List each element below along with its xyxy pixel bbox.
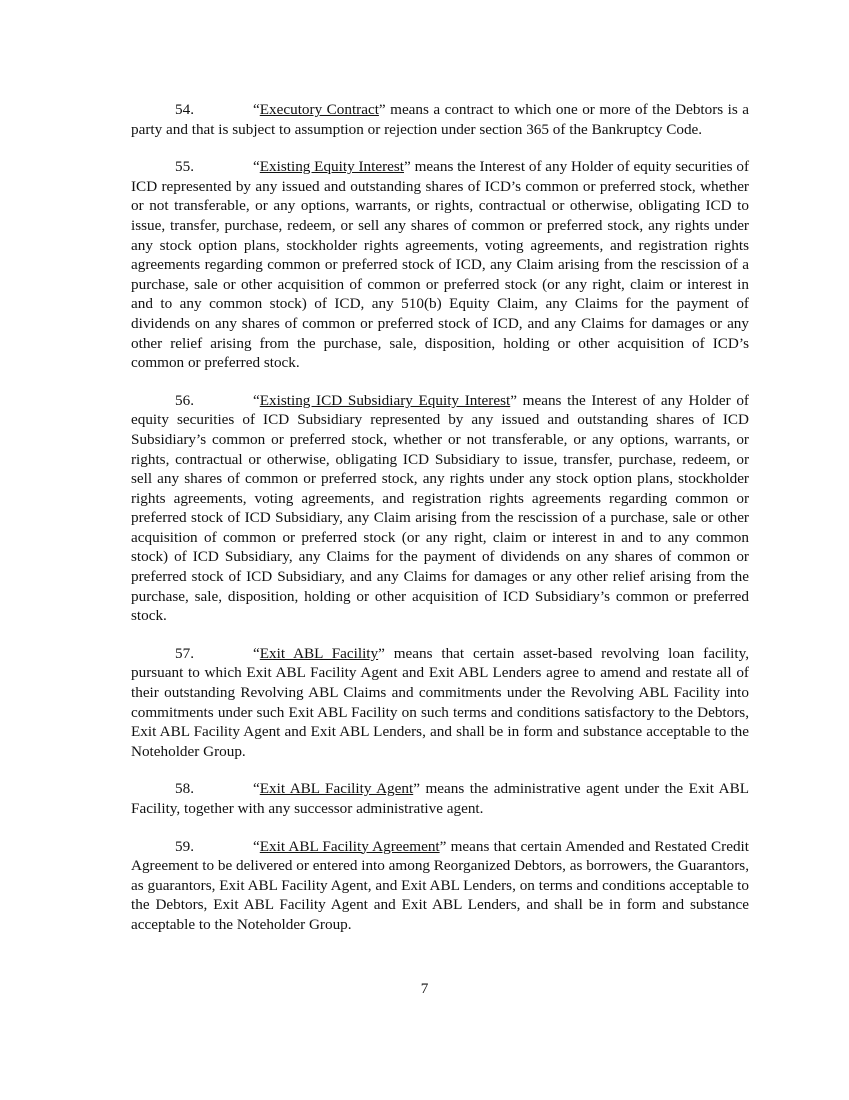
defined-term: Executory Contract (259, 101, 379, 118)
paragraph-number: 55. (175, 158, 194, 176)
definition-text: means the administrative agent under the Exit ABL Facility, together with any successor administrative agent. (131, 780, 750, 817)
defined-term: Exit ABL Facility Agreement (259, 837, 440, 855)
definition-text: means that certain Amended and Restated Credit Agreement to be delivered or entered into among Reorganized Debtors, as borrowers, the Guarantors, as guarantors, Exit ABL Facility Agent, and Exit ABL Lenders, on terms and conditions acceptable to the Debtors, Exit ABL Facility Agent and Exit ABL Lenders, and shall be in form and substance acceptable to the Noteholder Group. (131, 837, 749, 933)
paragraph-number: 56. (175, 391, 194, 409)
definition-54: 54. “Executory Contract” means a contract to which one or more of the Debtors is a party and that is subject to assumption or rejection under section 365 of the Bankruptcy Code. (131, 101, 749, 138)
paragraph-number: 58. (175, 780, 194, 798)
defined-term: Exit ABL Facility (259, 644, 379, 662)
definition-55: 55. “Existing Equity Interest” means the Interest of any Holder of equity securities of ICD represented by any issued and outstanding shares of ICD’s common or preferred stock, whether or not transferable, or any options, warrants, or rights, contractual or otherwise, obligating ICD to issue, transfer, purchase, redeem, or sell any shares of common or preferred stock, any rights under any stock option plans, stockholder rights agreements, voting agreements, and registration rights agreements regarding common or preferred stock of ICD, any Claim arising from the rescission of a purchase, sale or other acquisition of common or preferred stock (or any right, claim or interest in and to any common stock) of ICD, any 510(b) Equity Claim, any Claims for the payment of dividends on any shares of common or preferred stock of ICD, and any Claims for damages or any other relief arising from the purchase, sale, disposition, holding or other acquisition of ICD’s common or preferred stock. (131, 158, 749, 372)
definition-59: 59. “Exit ABL Facility Agreement” means that certain Amended and Restated Credit Agreement to be delivered or entered into among Reorganized Debtors, as borrowers, the Guarantors, as guarantors, Exit ABL Facility Agent, and Exit ABL Lenders, on terms and conditions acceptable to the Debtors, Exit ABL Facility Agent and Exit ABL Lenders, and shall be in form and substance acceptable to the Noteholder Group. (131, 837, 749, 933)
paragraph-number: 54. (175, 101, 194, 118)
definition-text: means a contract to which one or more of the Debtors is a party and that is subject to assumption or rejection under section 365 of the Bankruptcy Code. (131, 101, 749, 138)
document-body (131, 100, 749, 953)
defined-term: Existing Equity Interest (259, 158, 405, 176)
defined-term: Existing ICD Subsidiary Equity Interest (259, 391, 511, 409)
definition-57: 57. “Exit ABL Facility” means that certain asset-based revolving loan facility, pursuant to which Exit ABL Facility Agent and Exit ABL Lenders agree to amend and restate all of their outstanding Revolving ABL Claims and commitments under the Revolving ABL Facility into commitments under such Exit ABL Facility on such terms and conditions satisfactory to the Debtors, Exit ABL Facility Agent and Exit ABL Lenders, and shall be in form and substance acceptable to the Noteholder Group. (131, 644, 749, 760)
definition-text: means the Interest of any Holder of equity securities of ICD Subsidiary represented by any issued and outstanding shares of ICD Subsidiary’s common or preferred stock, whether or not transferable, or any options, warrants, or rights, contractual or otherwise, obligating ICD Subsidiary to issue, transfer, purchase, redeem, or sell any shares of common or preferred stock, any rights under any stock option plans, stockholder rights agreements, voting agreements, and registration rights agreements regarding common or preferred stock of ICD Subsidiary, any Claim arising from the rescission of a purchase, sale or other acquisition of common or preferred stock (or any right, claim or interest in and to any common stock) of ICD Subsidiary, any Claims for the payment of dividends on any shares of common or preferred stock of ICD Subsidiary, and any Claims for damages or any other relief arising from the purchase, sale, disposition, holding or other acquisition of ICD Subsidiary’s common or preferred stock. (131, 391, 749, 625)
definition-56: 56. “Existing ICD Subsidiary Equity Interest” means the Interest of any Holder of equity securities of ICD Subsidiary represented by any issued and outstanding shares of ICD Subsidiary’s common or preferred stock, whether or not transferable, or any options, warrants, or rights, contractual or otherwise, obligating ICD Subsidiary to issue, transfer, purchase, redeem, or sell any shares of common or preferred stock, any rights under any stock option plans, stockholder rights agreements, voting agreements, and registration rights agreements regarding common or preferred stock of ICD Subsidiary, any Claim arising from the rescission of a purchase, sale or other acquisition of common or preferred stock (or any right, claim or interest in and to any common stock) of ICD Subsidiary, any Claims for the payment of dividends on any shares of common or preferred stock of ICD Subsidiary, and any Claims for damages or any other relief arising from the purchase, sale, disposition, holding or other acquisition of ICD Subsidiary’s common or preferred stock. (131, 391, 749, 625)
paragraph-number: 57. (175, 644, 194, 662)
definition-58: 58. “Exit ABL Facility Agent” means the administrative agent under the Exit ABL Facility, together with any successor administrative agent. (131, 780, 750, 817)
page-number: 7 (420, 980, 429, 997)
paragraph-number: 59. (175, 837, 194, 855)
definition-text: means the Interest of any Holder of equity securities of ICD represented by any issued and outstanding shares of ICD’s common or preferred stock, whether or not transferable, or any options, warrants, or rights, contractual or otherwise, obligating ICD to issue, transfer, purchase, redeem, or sell any shares of common or preferred stock, any rights under any stock option plans, stockholder rights agreements, voting agreements, and registration rights agreements regarding common or preferred stock of ICD, any Claim arising from the rescission of a purchase, sale or other acquisition of common or preferred stock (or any right, claim or interest in and to any common stock) of ICD, any 510(b) Equity Claim, any Claims for the payment of dividends on any shares of common or preferred stock of ICD, and any Claims for damages or any other relief arising from the purchase, sale, disposition, holding or other acquisition of ICD’s common or preferred stock. (131, 158, 749, 372)
defined-term: Exit ABL Facility Agent (259, 780, 414, 798)
definition-text: means that certain asset-based revolving loan facility, pursuant to which Exit ABL Facility Agent and Exit ABL Lenders agree to amend and restate all of their outstanding Revolving ABL Claims and commitments under the Revolving ABL Facility into commitments under such Exit ABL Facility on such terms and conditions satisfactory to the Debtors, Exit ABL Facility Agent and Exit ABL Lenders, and shall be in form and substance acceptable to the Noteholder Group. (131, 644, 749, 760)
